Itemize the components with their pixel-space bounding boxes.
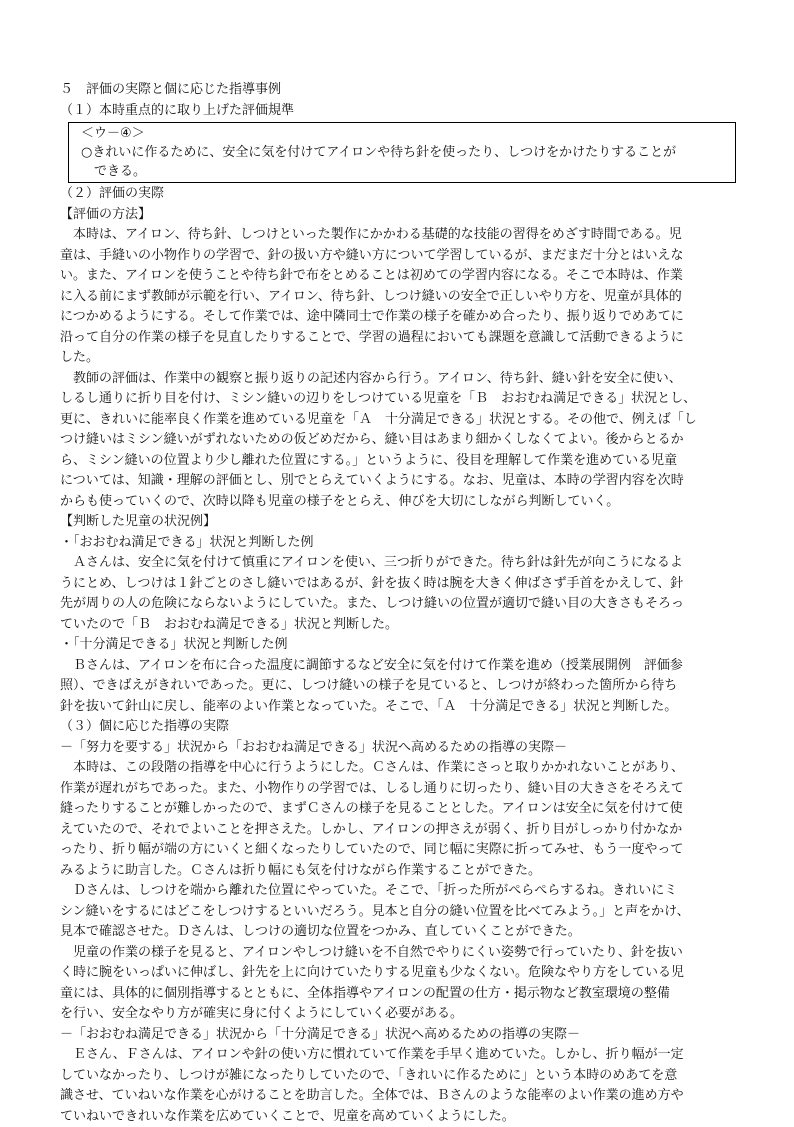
- text-line: 照）、できばえがきれいであった。更に、しつけ縫いの様子を見ていると、しつけが終わった箇所から待ち: [60, 676, 736, 697]
- text-line: 見本で確認させた。Ｄさんは、しつけの適切な位置をつかみ、直していくことができた。: [60, 922, 736, 943]
- text-line: につかめるようにする。そして作業では、途中隣同士で作業の様子を確かめ合ったり、振り返りでめあてに: [60, 307, 736, 328]
- text-line: 童には、具体的に個別指導するとともに、全体指導やアイロンの配置の仕方・掲示物など教室環境の整備: [60, 984, 736, 1005]
- text-line: 縫ったりすることが難しかったので、まずＣさんの様子を見ることとした。アイロンは安全に気を付けて使: [60, 799, 736, 820]
- text-line: シン縫いをするにはどこをしつけするといいだろう。見本と自分の縫い位置を比べてみよう。」と声をかけ、: [60, 902, 736, 923]
- criteria-tag: ＜ウ－④＞: [81, 124, 735, 143]
- criteria-box: [68, 122, 736, 183]
- guidance-2-heading: －「おおむね満足できる」状況から「十分満足できる」状況へ高めるための指導の実際－: [60, 1025, 736, 1046]
- text-line: を行い、安全なやり方が確実に身に付くようにしていく必要がある。: [60, 1004, 736, 1025]
- subsection-title-criteria: （１）本時重点的に取り上げた評価規準: [60, 101, 736, 122]
- text-line: つけ縫いはミシン縫いがずれないための仮どめだから、縫い目はあまり細かくしなくてよい。後からとるか: [60, 430, 736, 451]
- text-line: 沿って自分の作業の様子を見直したりすることで、学習の過程においても課題を意識して活動できるように: [60, 328, 736, 349]
- text-line: 針を抜いて針山に戻し、能率のよい作業となっていた。そこで、「Ａ 十分満足できる」状況と判断した。: [60, 697, 736, 718]
- text-line: い。また、アイロンを使うことや待ち針で布をとめることは初めての学習内容になる。そこで本時は、作業: [60, 266, 736, 287]
- text-line: Ｅさん、Ｆさんは、アイロンや針の使い方に慣れていて作業を手早く進めていた。しかし、折り幅が一定: [60, 1045, 736, 1066]
- text-line: していなかったり、しつけが雑になったりしていたので、「きれいに作るために」という本時のめあてを意: [60, 1066, 736, 1087]
- text-line: からも使っていくので、次時以降も児童の様子をとらえ、伸びを大切にしながら判断していく。: [60, 492, 736, 513]
- text-line: ていねいできれいな作業を広めていくことで、児童を高めていくようにした。: [60, 1107, 736, 1127]
- section-title: ５ 評価の実際と個に応じた指導事例: [60, 80, 736, 101]
- text-line: えていたので、それでよいことを押さえた。しかし、アイロンの押さえが弱く、折り目がしっかり付かなか: [60, 820, 736, 841]
- text-line: ったり、折り幅が端の方にいくと細くなったりしていたので、同じ幅に実際に折ってみせ、もう一度やって: [60, 840, 736, 861]
- subsection-title-evaluation: （２）評価の実際: [60, 184, 736, 205]
- example-a-heading: ・「十分満足できる」状況と判断した例: [60, 635, 736, 656]
- subsection-title-guidance: （３）個に応じた指導の実際: [60, 717, 736, 738]
- criteria-line: ○きれいに作るために、安全に気を付けてアイロンや待ち針を使ったり、しつけをかけたりすることが: [81, 143, 735, 162]
- text-line: 識させ、ていねいな作業を心がけることを助言した。全体では、Ｂさんのような能率のよい作業の進め方や: [60, 1086, 736, 1107]
- text-line: みるように助言した。Ｃさんは折り幅にも気を付けながら作業することができた。: [60, 861, 736, 882]
- text-line: 教師の評価は、作業中の観察と振り返りの記述内容から行う。アイロン、待ち針、縫い針を安全に使い、: [60, 369, 736, 390]
- text-line: した。: [60, 348, 736, 369]
- text-line: 児童の作業の様子を見ると、アイロンやしつけ縫いを不自然でやりにくい姿勢で行っていたり、針を抜い: [60, 943, 736, 964]
- text-line: ていたので「Ｂ おおむね満足できる」状況と判断した。: [60, 615, 736, 636]
- text-line: ら、ミシン縫いの位置より少し離れた位置にする。」というように、役目を理解して作業を進めている児童: [60, 451, 736, 472]
- criteria-line: できる。: [81, 162, 735, 181]
- text-line: 更に、きれいに能率良く作業を進めている児童を「Ａ 十分満足できる」状況とする。その他で、例えば「し: [60, 410, 736, 431]
- example-b-paragraph: [60, 553, 736, 635]
- example-a-paragraph: [60, 656, 736, 718]
- text-line: 作業が遅れがちであった。また、小物作りの学習では、しるし通りに切ったり、縫い目の大きさをそろえて: [60, 779, 736, 800]
- text-line: Ｂさんは、アイロンを布に合った温度に調節するなど安全に気を付けて作業を進め（授業展開例 評価参: [60, 656, 736, 677]
- document-body: [60, 80, 736, 1127]
- text-line: については、知識・理解の評価とし、別でとらえていくようにする。なお、児童は、本時の学習内容を次時: [60, 471, 736, 492]
- text-line: うにとめ、しつけは１針ごとのさし縫いではあるが、針を抜く時は腕を大きく伸ばさず手首をかえして、針: [60, 574, 736, 595]
- text-line: 先が周りの人の危険にならないようにしていた。また、しつけ縫いの位置が適切で縫い目の大きさもそろっ: [60, 594, 736, 615]
- method-heading: 【評価の方法】: [60, 205, 736, 226]
- text-line: く時に腕をいっぱいに伸ばし、針先を上に向けていたりする児童も少なくない。危険なやり方をしている児: [60, 963, 736, 984]
- text-line: 童は、手縫いの小物作りの学習で、針の扱い方や縫い方について学習しているが、まだまだ十分とはいえな: [60, 246, 736, 267]
- text-line: しるし通りに折り目を付け、ミシン縫いの辺りをしつけている児童を「Ｂ おおむね満足できる」状況とし、: [60, 389, 736, 410]
- text-line: 本時は、この段階の指導を中心に行うようにした。Ｃさんは、作業にさっと取りかかれないことがあり、: [60, 758, 736, 779]
- text-line: Ｄさんは、しつけを端から離れた位置にやっていた。そこで、「折った所がぺらぺらするね。きれいにミ: [60, 881, 736, 902]
- guidance-1-paragraphs: [60, 758, 736, 1025]
- example-b-heading: ・「おおむね満足できる」状況と判断した例: [60, 533, 736, 554]
- text-line: Ａさんは、安全に気を付けて慎重にアイロンを使い、三つ折りができた。待ち針は針先が向こうになるよ: [60, 553, 736, 574]
- text-line: に入る前にまず教師が示範を行い、アイロン、待ち針、しつけ縫いの安全で正しいやり方を、児童が具体的: [60, 287, 736, 308]
- guidance-1-heading: －「努力を要する」状況から「おおむね満足できる」状況へ高めるための指導の実際－: [60, 738, 736, 759]
- judged-heading: 【判断した児童の状況例】: [60, 512, 736, 533]
- method-paragraphs: [60, 225, 736, 512]
- guidance-2-paragraph: [60, 1045, 736, 1127]
- text-line: 本時は、アイロン、待ち針、しつけといった製作にかかわる基礎的な技能の習得をめざす時間である。児: [60, 225, 736, 246]
